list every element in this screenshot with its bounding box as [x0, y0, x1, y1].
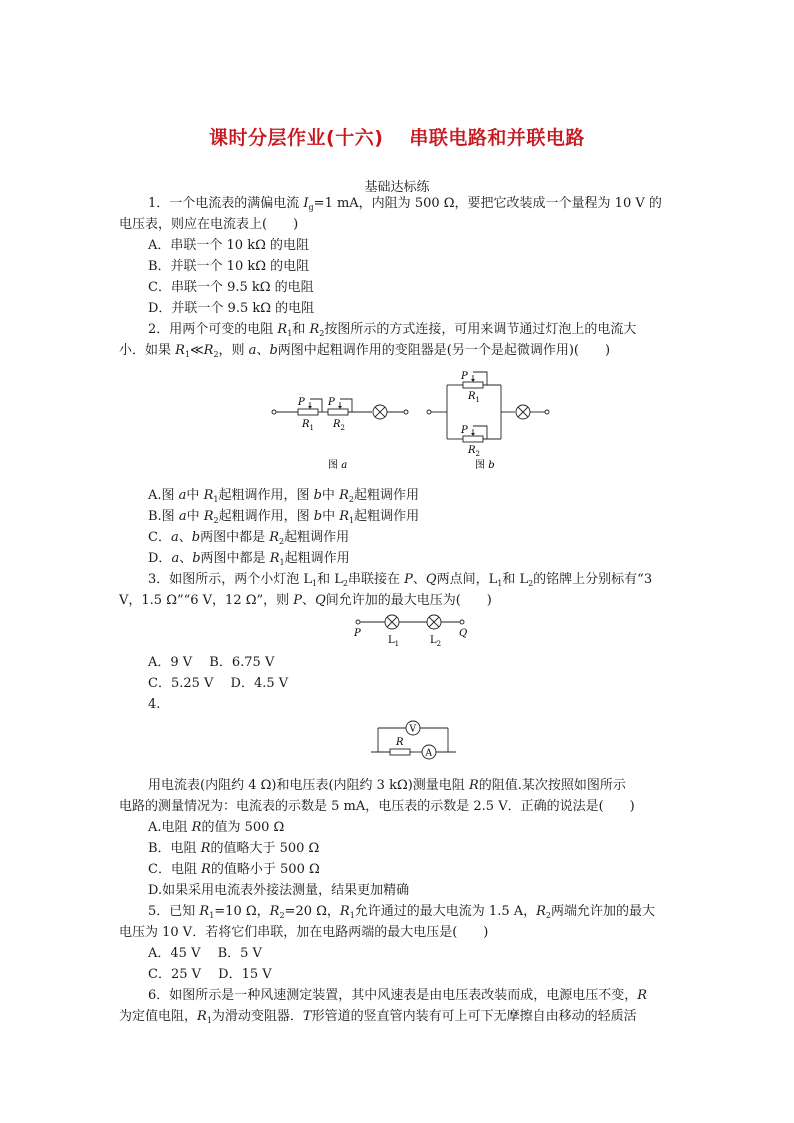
terminal-right [404, 410, 408, 414]
q1-line2: 电压表，则应在电流表上( ) [119, 217, 299, 232]
terminal-right [545, 410, 549, 414]
circuit-figure-a [270, 392, 410, 472]
q2-line2: 小．如果 $R_1≪R_2$，则 a、b两图中起粗调作用的变阻器是(另一个是起微调作用)( ) [119, 343, 611, 359]
q1-option-a: A．串联一个 10 kΩ 的电阻 [148, 238, 309, 253]
label-r2: $R_2$ [333, 419, 345, 432]
label-r1: $R_1$ [468, 391, 480, 404]
q2-option-c: C．a、b两图中都是 $R_2$起粗调作用 [148, 530, 350, 546]
rheostat-r2 [328, 409, 348, 415]
q1-option-c: C．串联一个 9.5 kΩ 的电阻 [148, 280, 314, 295]
terminal-p [356, 620, 360, 624]
label-p2: P [461, 425, 468, 436]
q4-option-c: C．电阻 R的值略小于 500 Ω [148, 862, 320, 877]
q1-line1: 1．一个电流表的满偏电流 $I_g=1$ mA，内阻为 500 Ω，要把它改装成一个量程为 10 V 的 [148, 196, 662, 212]
q6-line2: 为定值电阻，$R_1$为滑动变阻器．T形管道的竖直管内装有可上可下无摩擦自由移动的轻质活 [119, 1009, 637, 1025]
q2-line1: 2．用两个可变的电阻 $R_1$和 $R_2$按图所示的方式连接，可用来调节通过灯泡上的电流大 [148, 322, 637, 338]
terminal-left [427, 410, 431, 414]
q2-option-d: D．a、b两图中都是 $R_1$起粗调作用 [148, 551, 350, 567]
label-q: Q [459, 628, 468, 639]
q3-options-cd: C．5.25 V D．4.5 V [148, 676, 289, 691]
q4-number: 4. [148, 697, 161, 712]
label-p2: P [328, 397, 335, 408]
q4-option-b: B．电阻 R的值略大于 500 Ω [148, 841, 320, 856]
q4-line1: 用电流表(内阻约 4 Ω)和电压表(内阻约 3 kΩ)测量电阻 R的阻值.某次按照如图所示 [148, 778, 626, 793]
q4-option-d: D.如果采用电流表外接法测量，结果更加精确 [148, 883, 410, 898]
q2-option-b: B.图 a中 $R_2$起粗调作用，图 b中 $R_1$起粗调作用 [148, 509, 420, 525]
fig-b-caption: 图 b [475, 460, 495, 471]
label-p1: P [298, 397, 305, 408]
label-l1: $L_1$ [388, 635, 400, 648]
label-p1: P [461, 371, 468, 382]
label-p: P [354, 628, 361, 639]
fig-a-caption: 图 a [328, 460, 348, 471]
q3-line2: V，1.5 Ω”“6 V，12 Ω”，则 P、Q间允许加的最大电压为( ) [119, 593, 492, 608]
q5-line2: 电压为 10 V．若将它们串联，加在电路两端的最大电压是( ) [119, 925, 489, 940]
q5-options-ab: A．45 V B．5 V [148, 946, 262, 961]
q2-option-a: A.图 a中 $R_1$起粗调作用，图 b中 $R_2$起粗调作用 [148, 488, 419, 504]
label-r1: $R_1$ [302, 419, 314, 432]
q6-line1: 6．如图所示是一种风速测定装置，其中风速表是由电压表改装而成，电源电压不变，R [148, 988, 648, 1003]
q3-line1: 3．如图所示，两个小灯泡 $L_1$和 $L_2$串联接在 P、Q两点间，$L_1$和 $L_2$的铭牌上分别标有“3 [148, 572, 653, 588]
rheostat-r1 [463, 382, 483, 388]
section-heading: 基础达标练 [364, 180, 430, 195]
voltmeter-label: V [409, 724, 416, 735]
page-title [0, 123, 794, 150]
resistor-r [390, 749, 410, 755]
resistor-label: R [396, 737, 404, 748]
terminal-left [272, 410, 276, 414]
circuit-figure-b [425, 368, 565, 472]
label-l2: $L_2$ [430, 635, 442, 648]
q4-line2: 电路的测量情况为：电流表的示数是 5 mA，电压表的示数是 2.5 V．正确的说法是( ) [119, 799, 635, 814]
q1-option-b: B．并联一个 10 kΩ 的电阻 [148, 259, 310, 274]
circuit-figure-q3 [350, 611, 480, 651]
rheostat-r1 [298, 409, 318, 415]
q5-line1: 5．已知 $R_1=10$ Ω，$R_2=20$ Ω，$R_1$允许通过的最大电流为 1.5 A，$R_2$两端允许加的最大 [148, 904, 656, 920]
title-prefix: 课时分层作业(十六) [209, 127, 384, 149]
q5-options-cd: C．25 V D．15 V [148, 967, 272, 982]
q1-option-d: D．并联一个 9.5 kΩ 的电阻 [148, 301, 315, 316]
ammeter-label: A [425, 748, 432, 759]
q3-options-ab: A．9 V B．6.75 V [148, 655, 275, 670]
terminal-q [460, 620, 464, 624]
title-topic: 串联电路和并联电路 [409, 127, 585, 149]
label-r2: $R_2$ [468, 445, 480, 458]
rheostat-r2 [463, 436, 483, 442]
circuit-figure-q4 [368, 716, 458, 768]
q4-option-a: A.电阻 R的值为 500 Ω [148, 820, 285, 835]
